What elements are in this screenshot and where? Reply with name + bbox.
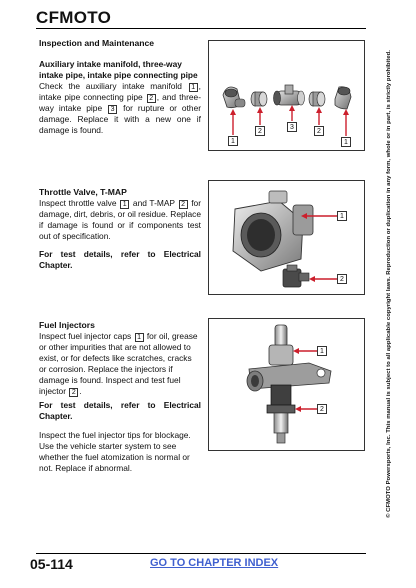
intake-figure (208, 40, 365, 151)
injectors-figure (208, 318, 365, 451)
throttle-text-part: for damage, dirt, debris, or oil residue. Replace if damage is found or if components test out of specification. (39, 198, 202, 241)
manifold-left (223, 87, 245, 108)
footer-rule (36, 553, 366, 554)
injectors-text (39, 331, 201, 397)
injectors-note: For test details, refer to Electrical Chapter. (39, 400, 201, 421)
throttle-note: For test details, refer to Electrical Chapter. (39, 249, 201, 270)
section-title: Inspection and Maintenance (39, 38, 155, 48)
connecting-pipe-left (251, 92, 267, 106)
ref-2: 2 (179, 200, 188, 209)
ref-1: 1 (120, 200, 129, 209)
callout-1: 1 (337, 211, 347, 221)
ref-2: 2 (147, 94, 156, 103)
chapter-index-link[interactable]: GO TO CHAPTER INDEX (150, 557, 279, 569)
injectors-text-part: . (79, 386, 82, 396)
brand-logo: CFMOTO (36, 8, 112, 27)
connecting-pipe-right (309, 92, 325, 106)
page-number: 05-114 (30, 556, 73, 572)
callout-2: 2 (255, 126, 265, 136)
ref-3: 3 (108, 105, 117, 114)
throttle-figure (208, 180, 365, 295)
injector-cap (269, 325, 293, 365)
ref-2: 2 (69, 388, 78, 397)
intake-text (39, 81, 201, 136)
intake-text-part: , intake pipe connecting pipe (39, 81, 201, 102)
injectors-text-part: Inspect and test fuel injector (39, 375, 181, 396)
callout-1: 1 (341, 137, 351, 147)
fuel-injector (267, 385, 295, 443)
throttle-text-part: Inspect throttle valve (39, 198, 117, 208)
intake-heading: Auxiliary intake manifold, three-way intake pipe, intake pipe connecting pipe (39, 59, 198, 80)
manifold-right (335, 87, 351, 109)
callout-3: 3 (287, 122, 297, 132)
callout-2: 2 (314, 126, 324, 136)
injectors-text-part: for oil, grease or other impurities that are not allowed to exist, or for defects like scratches, cracks or corrosion. Replace the injectors if damage is found. (39, 331, 198, 385)
copyright-notice (384, 50, 394, 518)
throttle-body (233, 191, 313, 271)
ref-1: 1 (189, 83, 198, 92)
injectors-heading: Fuel Injectors (39, 320, 95, 330)
callout-1: 1 (228, 136, 238, 146)
throttle-heading: Throttle Valve, T-MAP (39, 187, 127, 197)
header-rule (36, 28, 366, 29)
throttle-text-part: and T-MAP (132, 198, 175, 208)
ref-1: 1 (135, 333, 144, 342)
intake-text-part: Check the auxiliary intake manifold (39, 81, 182, 91)
t-map-sensor (283, 265, 309, 287)
three-way-pipe (274, 85, 305, 105)
throttle-text (39, 198, 201, 242)
injectors-text-part: Inspect fuel injector caps (39, 331, 132, 341)
intake-text-part: , and three-way intake pipe (39, 92, 201, 113)
callout-1: 1 (317, 346, 327, 356)
copyright-text: © CFMOTO Powersports, Inc. This manual is subject to all applicable copyright laws. Reproduction or duplication in any form, whole or in part, is strictly prohibited. (386, 50, 392, 518)
callout-2: 2 (337, 274, 347, 284)
callout-2: 2 (317, 404, 327, 414)
intake-text-part: for rupture or other damage. Replace it with a new one if damage is found. (39, 103, 202, 135)
fuel-injector-illustration (209, 319, 366, 452)
injectors-tips: Inspect the fuel injector tips for blockage. Use the vehicle starter system to see whether the fuel atomization is normal or not. Replace if abnormal. (39, 430, 191, 473)
